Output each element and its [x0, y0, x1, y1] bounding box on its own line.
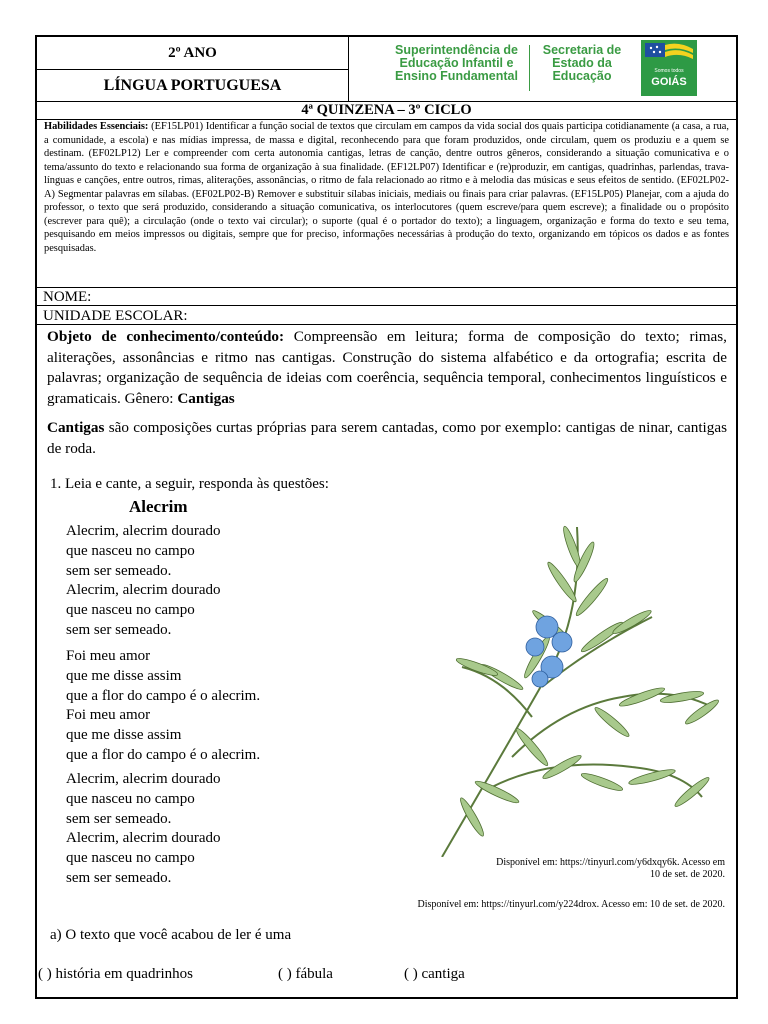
goias-logo	[641, 40, 697, 96]
grade-label: 2º ANO	[37, 37, 348, 70]
option-cantiga[interactable]: ( ) cantiga	[404, 966, 465, 982]
secretaria-logo: Secretaria de Estado da Educação	[542, 43, 622, 83]
header	[37, 37, 736, 102]
option-fable[interactable]: ( ) fábula	[278, 966, 333, 982]
school-field[interactable]: UNIDADE ESCOLAR:	[37, 307, 736, 325]
question-1: 1. Leia e cante, a seguir, responda às questões:	[50, 476, 329, 492]
poem-line: que nasceu no campo	[66, 602, 195, 619]
poem-line: sem ser semeado.	[66, 810, 172, 827]
poem-line: sem ser semeado.	[66, 621, 172, 638]
rosemary-illustration	[402, 507, 732, 857]
poem-line: sem ser semeado.	[66, 562, 172, 579]
poem-line: Foi meu amor	[66, 707, 151, 724]
definition-term: Cantigas	[47, 419, 105, 436]
period-label: 4ª QUINZENA – 3º CICLO	[37, 102, 736, 120]
poem-line: Alecrim, alecrim dourado	[66, 830, 221, 847]
definition-paragraph	[47, 418, 727, 459]
goias-name: GOIÁS	[651, 76, 687, 88]
skills-label: Habilidades Essenciais:	[44, 121, 149, 132]
goias-slogan: Somos todos	[654, 68, 684, 74]
text-credit: Disponível em: https://tinyurl.com/y224drox. Acesso em: 10 de set. de 2020.	[417, 899, 725, 910]
objective-text: Compreensão em leitura; forma de composição do texto; rimas, aliterações, assonâncias e ritmo nas cantigas. Construção do sistema alfabético e da ortografia; escrita de palavras; organização de sequência de ideias com coerência, sequência temporal, conhecimentos linguísticos e gramaticais. Gênero:	[47, 328, 727, 407]
objective-paragraph	[47, 327, 727, 409]
poem-line: que me disse assim	[66, 727, 182, 744]
image-credit: Disponível em: https://tinyurl.com/y6dxqy6k. Acesso em 10 de set. de 2020.	[496, 857, 725, 880]
poem-line: sem ser semeado.	[66, 869, 172, 886]
logos-block	[349, 37, 736, 101]
skills-text: (EF15LP01) Identificar a função social de textos que circulam em campos da vida social dos quais participa cotidianamente (a casa, a rua, a comunidade, a escola) e nas mídias impressa, de massa e digital, reconhecendo para que foram produzidos, onde circulam, quem os produziu e a quem se destinam. (EF02LP12) Ler e compreender com certa autonomia cantigas, letras de canção, dentre outros gêneros, considerando a situação comunicativa e o tema/assunto do texto e relacionando sua forma de organização à sua finalidade. (EF12LP07) Identificar e (re)produzir, em cantigas, quadrinhas, parlendas, trava- línguas e canções, entre outros, rimas, aliterações, assonâncias, o ritmo de fala relacionado ao ritmo e à melodia das músicas e seus efeitos de sentido. (EF02LP02-A) Segmentar palavras em sílabas. (EF02LP02-B) Remover e substituir sílabas iniciais, mediais ou finais para criar palavras. (EF15LP05) Planejar, com a ajuda do professor, o texto que será produzido, considerando a situação comunicativa, os interlocutores (quem escreve/para quem escreve); a finalidade ou o propósito (escrever para quê); a circulação (onde o texto vai circular); o suporte (qual é o portador do texto); a linguagem, organização e forma do texto e seu tema, pesquisando em meios impressos ou digitais, sempre que for preciso, informações necessárias à produção do texto, organizando em tópicos os dados e as fontes pesquisadas.	[44, 121, 730, 254]
worksheet-frame	[35, 35, 738, 999]
poem-line: Foi meu amor	[66, 648, 151, 664]
poem-line: que nasceu no campo	[66, 850, 195, 867]
objective-label: Objeto de conhecimento/conteúdo:	[47, 328, 285, 345]
option-comic[interactable]: ( ) história em quadrinhos	[38, 966, 193, 982]
header-title-block	[37, 37, 349, 101]
skills-section	[37, 120, 736, 288]
poem-stanza-2	[66, 647, 260, 766]
objective-genre: Cantigas	[177, 389, 235, 407]
poem-line: que a flor do campo é o alecrim.	[66, 746, 261, 763]
poem-line: Alecrim, alecrim dourado	[66, 582, 221, 599]
goias-flag-icon	[645, 43, 693, 67]
poem-stanza-3	[66, 770, 221, 889]
logo-divider	[529, 45, 530, 91]
name-field[interactable]: NOME:	[37, 289, 736, 306]
question-a: a) O texto que você acabou de ler é uma	[50, 927, 292, 943]
poem-title: Alecrim	[129, 497, 188, 516]
poem-line: Alecrim, alecrim dourado	[66, 523, 221, 539]
poem-line: que nasceu no campo	[66, 790, 195, 807]
poem-stanza-1	[66, 522, 221, 641]
superintendencia-logo: Superintendência de Educação Infantil e Ensino Fundamental	[395, 43, 518, 83]
poem-line: que nasceu no campo	[66, 542, 195, 559]
subject-label: LÍNGUA PORTUGUESA	[103, 77, 282, 94]
definition-text: são composições curtas próprias para serem cantadas, como por exemplo: cantigas de ninar, cantigas de roda.	[47, 419, 727, 457]
poem-line: que a flor do campo é o alecrim.	[66, 687, 261, 704]
poem-line: que me disse assim	[66, 667, 182, 684]
poem-line: Alecrim, alecrim dourado	[66, 771, 221, 787]
